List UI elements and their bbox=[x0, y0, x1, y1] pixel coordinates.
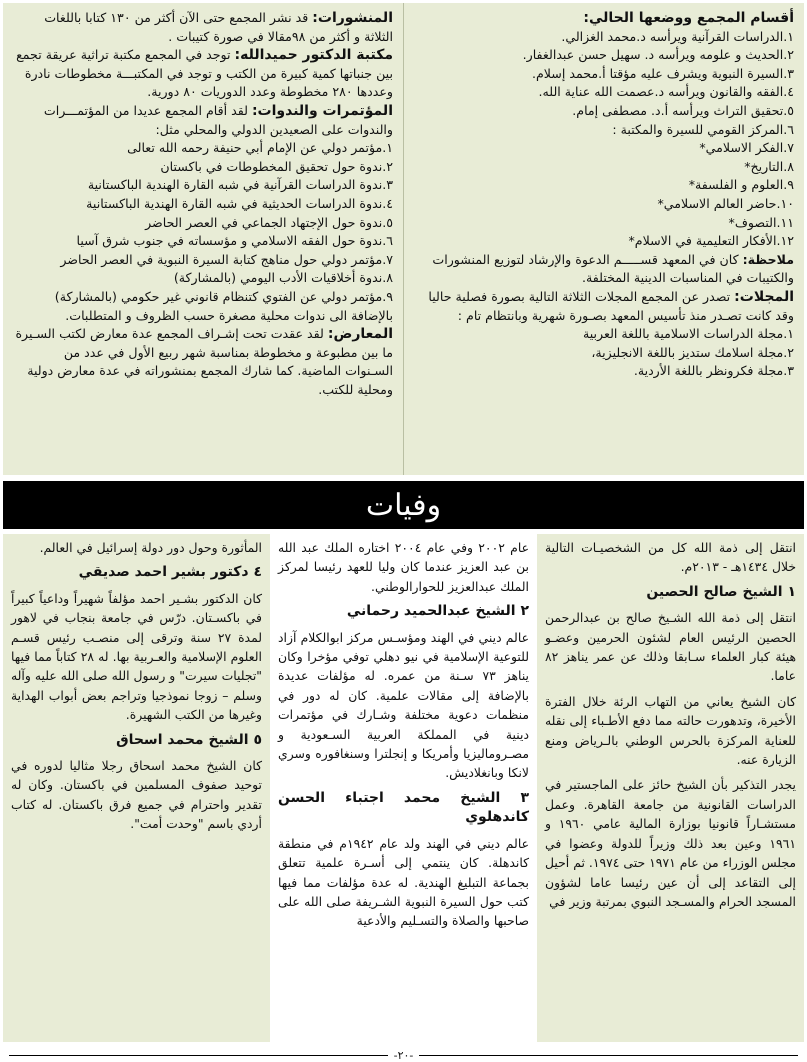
conference-item: ٦.ندوة حول الفقه الاسلامي و مؤسساته في جنوب شرق آسيا bbox=[76, 233, 393, 249]
obituary-paragraph: عالم ديني في الهند ومؤسـس مركز ابوالكلام آزاد للتوعية الإسلامية في نيو دهلي توفي مؤخرا وكان يناهز ٧٣ سـنة من عمره. له مؤلفات عديدة بالإضافة إلى مقالات علمية. كان له دور في منظمات دعوية مختلفة وشـارك في مؤتمرات دينية في المملكة العربية السـعودية و مصـروماليزيا وأمريكا و إنجلترا وسنغافوره وسري لانكا وبانغلاديش. bbox=[278, 629, 530, 781]
exhibitions-label: المعارض: bbox=[327, 326, 393, 343]
obituary-column-middle bbox=[270, 534, 537, 1042]
page-footer bbox=[3, 1049, 804, 1061]
conference-item: ١.مؤتمر دولي عن الإمام أبي حنيفة رحمه الله تعالى bbox=[127, 140, 393, 156]
obituaries-banner bbox=[3, 481, 804, 529]
obituaries-title: وفيات bbox=[365, 487, 442, 523]
page-number: -٢٠- bbox=[393, 1048, 414, 1062]
publications-text: قد نشر المجمع حتى الآن أكثر من ١٣٠ كتابا باللغات الثلاثة و أكثر من ٩٨مقالا في صورة كتيبات . bbox=[44, 10, 393, 44]
obituary-heading: ١ الشيخ صالح الحصين bbox=[646, 583, 796, 600]
department-item: ٧.الفكر الاسلامي* bbox=[699, 140, 794, 156]
obituary-column-left bbox=[3, 534, 270, 1042]
obituary-paragraph: كان الشيخ يعاني من التهاب الرئة خلال الفترة الأخيرة، وتدهورت حالته مما دفع الأطـباء إلى نقله للعناية المركزة بالحرس الوطني بالـرياض ومنع الزيارة عنه. bbox=[545, 693, 796, 768]
department-item: ١.الدراسات القرآنية ويرأسه د.محمد الغزالي. bbox=[561, 28, 794, 44]
obituary-paragraph: المأثورة وحول دور دولة إسرائيل في العالم. bbox=[39, 540, 262, 555]
exhibitions-paragraph bbox=[14, 325, 393, 399]
note-paragraph bbox=[414, 251, 794, 288]
department-item: ٦.المركز القومي للسيرة والمكتبة : bbox=[612, 121, 794, 137]
journal-item: ٣.مجلة فكرونظر باللغة الأردية. bbox=[633, 363, 794, 379]
obituaries-intro: انتقل إلى ذمة الله كل من الشخصيـات التالية خلال ١٤٣٤هـ - ٢٠١٣م. bbox=[545, 540, 796, 575]
department-item: ٥.تحقيق التراث ويرأسه أ.د. مصطفى إمام. bbox=[572, 102, 794, 118]
department-item: ٣.السيرة النبوية ويشرف عليه مؤقتا أ.محمد إسلام. bbox=[531, 65, 794, 81]
departments-column bbox=[404, 3, 804, 475]
obituary-paragraph: عالم ديني في الهند ولد عام ١٩٤٢م في منطقة كاندهلة. كان ينتمي إلى أسـرة علمية تتعلق بجماعة التبليغ الهندية. له عدة مؤلفات مما فيها كتب حول السيرة النبوية الشـريفة صلى الله على صاحبها والصلاة والتسـليم والأدعية bbox=[278, 835, 529, 929]
obituary-paragraph: يجدر التذكير بأن الشيخ حائز على الماجستير في الدراسات القانونية من جامعة القاهرة. وعمل مستشـاراً قانونيا بوزارة المالية عامي ١٩٦٠ و ١٩٦١ وعين بعد ذلك وزيراً للدولة وعضوا في مجلس الوزراء من عام ١٩٧١ حتى ١٩٧٤. ثم أحيل إلى التقاعد إلى أن عين رئيسا عاما لشؤون المسجد الحرام والمسـجد النبوي بمرتبة وزير في bbox=[545, 777, 796, 909]
conferences-paragraph bbox=[14, 102, 393, 139]
conference-item: ٧.مؤتمر دولي حول مناهج كتابة السيرة النبوية في العصر الحاضر bbox=[60, 251, 393, 267]
obituaries-section bbox=[3, 534, 804, 1042]
institute-info-panel bbox=[3, 3, 804, 475]
conferences-extra: بالإضافة الى ندوات محلية مصغرة حسب الظروف و المتطلبات. bbox=[65, 307, 393, 323]
department-item: ٨.التاريخ* bbox=[744, 158, 794, 174]
department-item: ١١.التصوف* bbox=[728, 214, 794, 230]
journal-item: ٢.مجلة اسلامك ستديز باللغة الانجليزية، bbox=[591, 344, 794, 360]
journals-text: تصدر عن المجمع المجلات الثلاثة التالية بصورة فصلية حاليا وقد كانت تصـدر منذ تأسيس المعهد بصـورة شهرية وبانتظام تام : bbox=[428, 288, 794, 323]
conference-item: ٥.ندوة حول الإجتهاد الجماعي في العصر الحاضر bbox=[145, 214, 393, 230]
departments-heading: أقسام المجمع ووضعها الحالي: bbox=[583, 10, 794, 26]
department-item: ٢.الحديث و علومه ويرأسه د. سهيل حسن عبدالغفار. bbox=[522, 47, 794, 63]
conferences-text: لقد أقام المجمع عديدا من المؤتمـــرات والندوات على الصعيدين الدولي والمحلي مثل: bbox=[43, 102, 393, 137]
department-item: ٤.الفقه والقانون ويرأسه د.عصمت الله عناية الله. bbox=[538, 84, 794, 100]
journals-label: المجلات: bbox=[734, 288, 794, 305]
conference-item: ٣.ندوة الدراسات القرآنية في شبه القارة الهندية الباكستانية bbox=[87, 177, 393, 193]
obituary-heading: ٤ دكتور بشير احمد صديقي bbox=[78, 564, 262, 581]
department-item: ٩.العلوم و الفلسفة* bbox=[688, 177, 794, 193]
obituary-heading: ٣ الشيخ محمد اجتباء الحسن كاندهلوي bbox=[278, 789, 529, 826]
exhibitions-text: لقد عقدت تحت إشـراف المجمع عدة معارض لكتب السـيرة ما بين مطبوعة و مخطوطة بمناسبة شهر ربيع الأول في عدد من السـنوات الماضية. كما شارك المجمع بمنشوراته في عدة معارض دولية ومحلية للكتب. bbox=[15, 326, 393, 397]
conferences-label: المؤتمرات والندوات: bbox=[251, 102, 393, 119]
department-item: ١٠.حاضر العالم الاسلامي* bbox=[657, 195, 794, 211]
obituary-column-right bbox=[537, 534, 804, 1042]
obituary-paragraph: عام ٢٠٠٢ وفي عام ٢٠٠٤ اختاره الملك عبد الله بن عبد العزيز عندما كان وليا للعهد رئيسا لمركز الملك عبدالعزيز للحوارالوطني. bbox=[278, 540, 530, 594]
activities-column bbox=[4, 3, 404, 475]
obituary-heading: ٥ الشيخ محمد اسحاق bbox=[116, 731, 262, 748]
obituary-paragraph: انتقل إلى ذمة الله الشـيخ صالح بن عبدالرحمن الحصين الرئيس العام لشئون الحرمين وعضـو هيئة كبار العلماء سـابقا وذلك عن عمر يناهز ٨٢ عاما. bbox=[545, 610, 796, 684]
publications-label: المنشورات: bbox=[312, 10, 393, 26]
obituary-heading: ٢ الشيخ عبدالحميد رحماني bbox=[346, 603, 529, 620]
obituary-paragraph: كان الشيخ محمد اسحاق رجلا مثاليا لدوره في توحيد صفوف المسلمين في باكستان. وكان له تقدير واحترام في جميع فرق باكستان. له كتاب أردي باسم "وحدت أمت". bbox=[11, 758, 262, 832]
library-text: توجد في المجمع مكتبة تراثية عريقة تجمع بين جنباتها كمية كبيرة من الكتب و توجد في المكتبـــة مخطوطات نادرة وعددها ٢٨٠ مخطوطة وعدد الدوريات ٨٠ دورية. bbox=[16, 47, 393, 100]
journals-paragraph bbox=[414, 288, 794, 325]
note-text: كان في المعهد قســـــم الدعوة والإرشاد لتوزيع المنشورات والكتيبات في المناسبات الدينية المختلفة. bbox=[432, 251, 794, 286]
journal-item: ١.مجلة الدراسات الاسلامية باللغة العربية bbox=[583, 326, 794, 342]
conference-item: ٤.ندوة الدراسات الحديثية في شبه القارة الهندية الباكستانية bbox=[86, 195, 393, 211]
library-label: مكتبة الدكتور حميدالله: bbox=[234, 47, 393, 64]
note-label: ملاحظة: bbox=[742, 251, 794, 267]
conference-item: ٢.ندوة حول تحقيق المخطوطات في باكستان bbox=[160, 158, 393, 174]
publications-paragraph bbox=[14, 9, 393, 46]
library-paragraph bbox=[14, 46, 393, 102]
obituary-paragraph: كان الدكتور بشـير احمد مؤلفاً شهيراً وداعياً كبيراً في باكسـتان. درّس في جامعة بنجاب في لاهور لمدة ٢٧ سنة وترقى إلى منصـب رئيس قسـم العلوم الإسلامية والعـربية بها. له ٢٨ كتاباً مما فيها "تجليات سيرت" و رسول الله صلى الله عليه وآله وسلم – زوجا نموذجيا وتراجم بعض أبواب الهداية وغيرها من الكتب الشهيرة. bbox=[11, 590, 263, 723]
conference-item: ٩.مؤتمر دولي عن الفتوي كتنظام قانوني غير حكومي (بالمشاركة) bbox=[54, 288, 393, 304]
conference-item: ٨.ندوة أخلاقيات الأدب اليومي (بالمشاركة) bbox=[173, 270, 393, 286]
department-item: ١٢.الأفكار التعليمية في الاسلام* bbox=[628, 233, 794, 249]
